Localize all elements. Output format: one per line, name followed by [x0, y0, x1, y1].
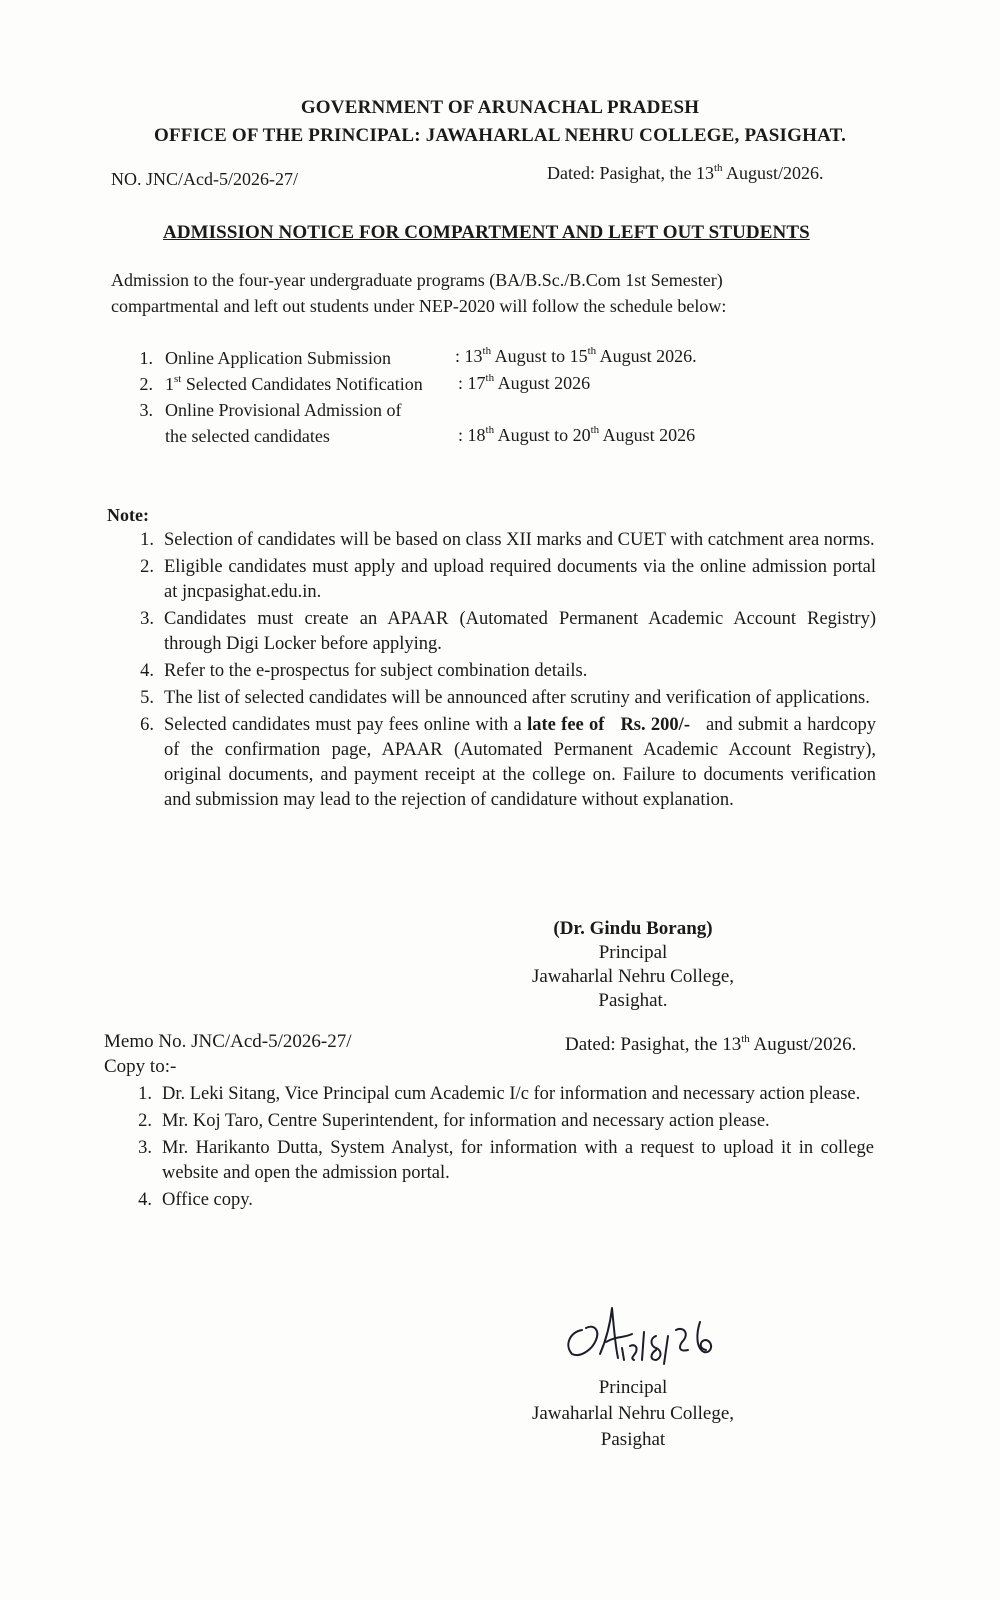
memo-date: Dated: Pasighat, the 13th August/2026. — [565, 1032, 857, 1055]
signatory-place: Pasighat — [600, 1429, 666, 1450]
signatory-college: Jawaharlal Nehru College, — [531, 1403, 735, 1424]
handwritten-signature — [560, 1300, 740, 1370]
schedule-item-label-continued: the selected candidates — [165, 426, 330, 446]
principal-signature-block — [483, 1375, 783, 1453]
note-item: 5. The list of selected candidates will be announced after scrutiny and verification of applications. — [140, 688, 870, 708]
schedule-item-number: 3. — [139, 400, 153, 420]
note-item: 4. Refer to the e-prospectus for subject combination details. — [140, 661, 588, 681]
memo-number: Memo No. JNC/Acd-5/2026-27/ — [104, 1031, 352, 1052]
copy-list — [138, 1082, 874, 1215]
copy-item: 4. Office copy. — [138, 1190, 253, 1210]
note-item: 3. Candidates must create an APAAR (Automated Permanent Academic Account Registry) through Digi Locker before applying. — [140, 609, 876, 654]
copy-to-label: Copy to:- — [104, 1056, 177, 1077]
schedule-item-label: Online Provisional Admission of — [165, 400, 402, 420]
schedule-item-label: 1st Selected Candidates Notification — [165, 373, 423, 394]
signatory-designation: Principal — [598, 1377, 668, 1398]
schedule-item-number: 2. — [139, 374, 153, 394]
notice-title: ADMISSION NOTICE FOR COMPARTMENT AND LEFT OUT STUDENTS — [163, 222, 810, 243]
intro-line-1: Admission to the four-year undergraduate programs (BA/B.Sc./B.Com 1st Semester) — [111, 270, 723, 290]
note-item: 6. Selected candidates must pay fees online with a late fee of Rs. 200/- and submit a hardcopy of the confirmation page, APAAR (Automated Permanent Academic Account Registry), original documents, and payment receipt at the college on. Failure to documents verification and submission may lead to the rejection of candidature without explanation. — [140, 715, 877, 810]
signatory-designation: Principal — [598, 942, 668, 963]
signatory-college: Jawaharlal Nehru College, — [531, 966, 735, 987]
signatory-block — [483, 917, 783, 1013]
note-item: 2. Eligible candidates must apply and upload required documents via the online admission portal at jncpasighat.edu.in. — [140, 557, 876, 602]
intro-line-2: compartmental and left out students under NEP-2020 will follow the schedule below: — [111, 296, 727, 316]
office-heading: OFFICE OF THE PRINCIPAL: JAWAHARLAL NEHRU COLLEGE, PASIGHAT. — [153, 125, 847, 146]
schedule-item-label: Online Application Submission — [165, 348, 392, 368]
schedule-item-date: : 18th August to 20th August 2026 — [458, 424, 696, 445]
note-item: 1. Selection of candidates will be based on class XII marks and CUET with catchment area norms. — [140, 530, 875, 550]
signatory-name: (Dr. Gindu Borang) — [553, 918, 713, 939]
government-heading: GOVERNMENT OF ARUNACHAL PRADESH — [300, 97, 700, 118]
schedule-item-date: : 13th August to 15th August 2026. — [455, 345, 697, 366]
copy-item: 1. Dr. Leki Sitang, Vice Principal cum Academic I/c for information and necessary action please. — [138, 1084, 861, 1104]
schedule-item-number: 1. — [139, 348, 153, 368]
reference-date: Dated: Pasighat, the 13th August/2026. — [547, 162, 824, 183]
reference-number: NO. JNC/Acd-5/2026-27/ — [111, 169, 298, 189]
copy-item: 3. Mr. Harikanto Dutta, System Analyst, for information with a request to upload it in college website and open the admission portal. — [138, 1138, 874, 1183]
copy-item: 2. Mr. Koj Taro, Centre Superintendent, for information and necessary action please. — [138, 1111, 770, 1131]
note-heading: Note: — [107, 505, 149, 525]
notes-list — [140, 528, 877, 815]
signatory-place: Pasighat. — [598, 990, 668, 1011]
schedule-item-date: : 17th August 2026 — [458, 372, 591, 393]
